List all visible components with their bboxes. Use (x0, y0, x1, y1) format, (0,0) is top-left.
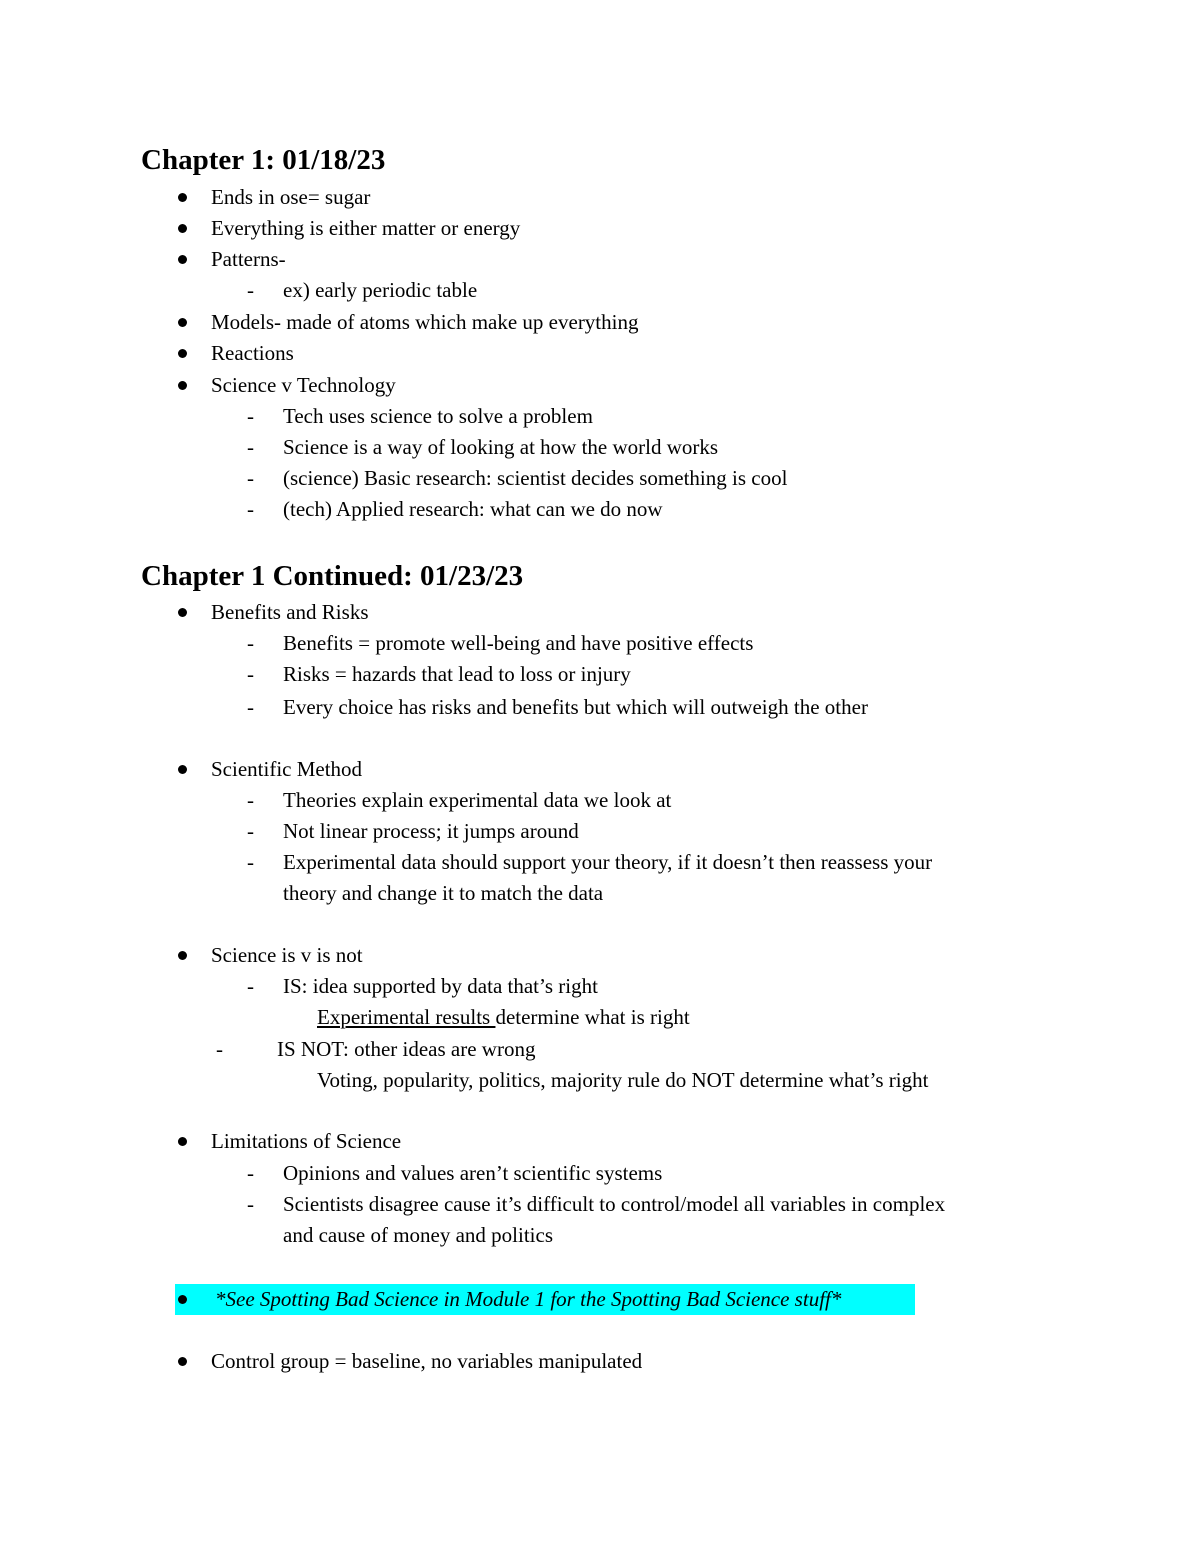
note-experimental-data-cont: theory and change it to match the data (283, 881, 604, 905)
bullet-icon (178, 951, 187, 960)
note-science-way: Science is a way of looking at how the world works (283, 435, 719, 459)
note-experimental-data: Experimental data should support your theory, if it doesn’t then reassess your (283, 850, 933, 874)
note-opinions: Opinions and values aren’t scientific systems (283, 1161, 663, 1185)
note-ends-in-ose: Ends in ose= sugar (211, 185, 371, 209)
dash-marker: - (247, 466, 254, 490)
bullet-icon (178, 1137, 187, 1146)
note-is: IS: idea supported by data that’s right (283, 974, 598, 998)
note-risks-def: Risks = hazards that lead to loss or injury (283, 662, 631, 686)
dash-marker: - (247, 695, 254, 719)
note-models: Models- made of atoms which make up everything (211, 310, 639, 334)
dash-marker: - (247, 497, 254, 521)
bullet-icon (178, 381, 187, 390)
note-tech-uses-science: Tech uses science to solve a problem (283, 404, 593, 428)
bullet-icon (178, 1295, 187, 1304)
note-scientific-method: Scientific Method (211, 757, 363, 781)
note-voting: Voting, popularity, politics, majority rule do NOT determine what’s right (317, 1068, 929, 1092)
note-periodic-table: ex) early periodic table (283, 278, 478, 302)
note-reactions: Reactions (211, 341, 294, 365)
bullet-icon (178, 349, 187, 358)
underlined-text: Experimental results (317, 1005, 496, 1029)
note-scientists-disagree: Scientists disagree cause it’s difficult to control/model all variables in complex (283, 1192, 946, 1216)
bullet-icon (178, 193, 187, 202)
note-matter-energy: Everything is either matter or energy (211, 216, 521, 240)
note-determine: determine what is right (495, 1005, 690, 1029)
note-is-not: IS NOT: other ideas are wrong (277, 1037, 536, 1061)
dash-marker: - (247, 819, 254, 843)
bullet-icon (178, 224, 187, 233)
dash-marker: - (247, 278, 254, 302)
note-benefits-risks: Benefits and Risks (211, 600, 369, 624)
dash-marker: - (247, 404, 254, 428)
note-limitations: Limitations of Science (211, 1129, 402, 1153)
bullet-icon (178, 318, 187, 327)
note-scientists-disagree-cont: and cause of money and politics (283, 1223, 554, 1247)
dash-marker: - (216, 1037, 223, 1061)
note-experimental-results (317, 1004, 690, 1030)
note-benefits-def: Benefits = promote well-being and have positive effects (283, 631, 754, 655)
note-applied-research: (tech) Applied research: what can we do now (283, 497, 663, 521)
dash-marker: - (247, 631, 254, 655)
note-science-v-technology: Science v Technology (211, 373, 396, 397)
note-see-spotting-bad-science: *See Spotting Bad Science in Module 1 for the Spotting Bad Science stuff* (215, 1287, 842, 1311)
dash-marker: - (247, 850, 254, 874)
dash-marker: - (247, 435, 254, 459)
note-patterns: Patterns- (211, 247, 286, 271)
note-not-linear: Not linear process; it jumps around (283, 819, 579, 843)
note-science-is-is-not: Science is v is not (211, 943, 363, 967)
bullet-icon (178, 1357, 187, 1366)
chapter-1-heading: Chapter 1: 01/18/23 (141, 144, 386, 176)
note-every-choice: Every choice has risks and benefits but which will outweigh the other (283, 695, 868, 719)
dash-marker: - (247, 1161, 254, 1185)
note-control-group: Control group = baseline, no variables manipulated (211, 1349, 643, 1373)
bullet-icon (178, 608, 187, 617)
bullet-icon (178, 765, 187, 774)
note-theories: Theories explain experimental data we look at (283, 788, 672, 812)
dash-marker: - (247, 1192, 254, 1216)
chapter-1-continued-heading: Chapter 1 Continued: 01/23/23 (141, 560, 524, 592)
dash-marker: - (247, 788, 254, 812)
bullet-icon (178, 255, 187, 264)
dash-marker: - (247, 974, 254, 998)
dash-marker: - (247, 662, 254, 686)
note-basic-research: (science) Basic research: scientist decides something is cool (283, 466, 788, 490)
